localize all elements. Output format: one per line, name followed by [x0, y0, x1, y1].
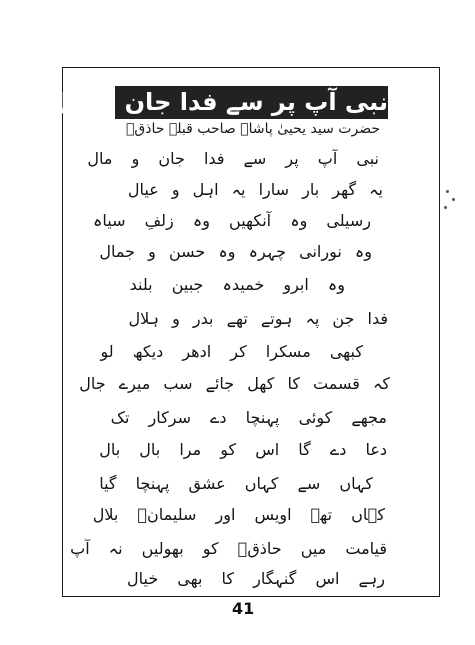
verse-line-11: کہاں سے کہاں عشق پہنچا گیا	[99, 474, 373, 493]
verse-line-6: فدا جن پہ ہوتے تھے بدر و ہلال	[128, 309, 388, 328]
verse-line-1: نبی آپ پر سے فدا جان و مال	[87, 149, 379, 168]
verse-line-7: کبھی مسکرا کر ادھر دیکھ لو	[100, 342, 363, 361]
verse-line-12: کہاں تھے اویس اور سلیمانؓ بلال	[92, 505, 385, 524]
scan-speck	[446, 190, 449, 193]
verse-line-14: رہے اس گنہگار کا بھی خیال	[126, 569, 385, 588]
verse-line-4: وہ نورانی چہرہ وہ حسن و جمال	[99, 242, 372, 261]
poem-title: نبی آپ پر سے فدا جان و مال	[115, 86, 388, 119]
verse-line-8: کہ قسمت کا کھل جائے سب میرے جال	[79, 374, 390, 393]
verse-line-5: وہ ابرو خمیدہ جبین بلند	[129, 275, 345, 294]
verse-line-9: مجھے کوئی پہنچا دے سرکار تک	[110, 408, 387, 427]
scan-speck	[452, 198, 455, 201]
verse-line-2: یہ گھر بار سارا یہ اہل و عیال	[127, 180, 383, 199]
verse-line-3: رسیلی وہ آنکھیں وہ زلفِ سیاہ	[93, 211, 371, 230]
scan-speck	[444, 206, 447, 209]
poem-author: حضرت سید یحییٰ پاشاہ صاحب قبلہ حاذقؔ	[125, 121, 380, 137]
page-number: 41	[232, 599, 255, 618]
verse-line-13: قیامت میں حاذقؔ کو بھولیں نہ آپ	[70, 539, 387, 558]
verse-line-10: دعا دے گا اس کو مرا بال بال	[99, 440, 387, 459]
